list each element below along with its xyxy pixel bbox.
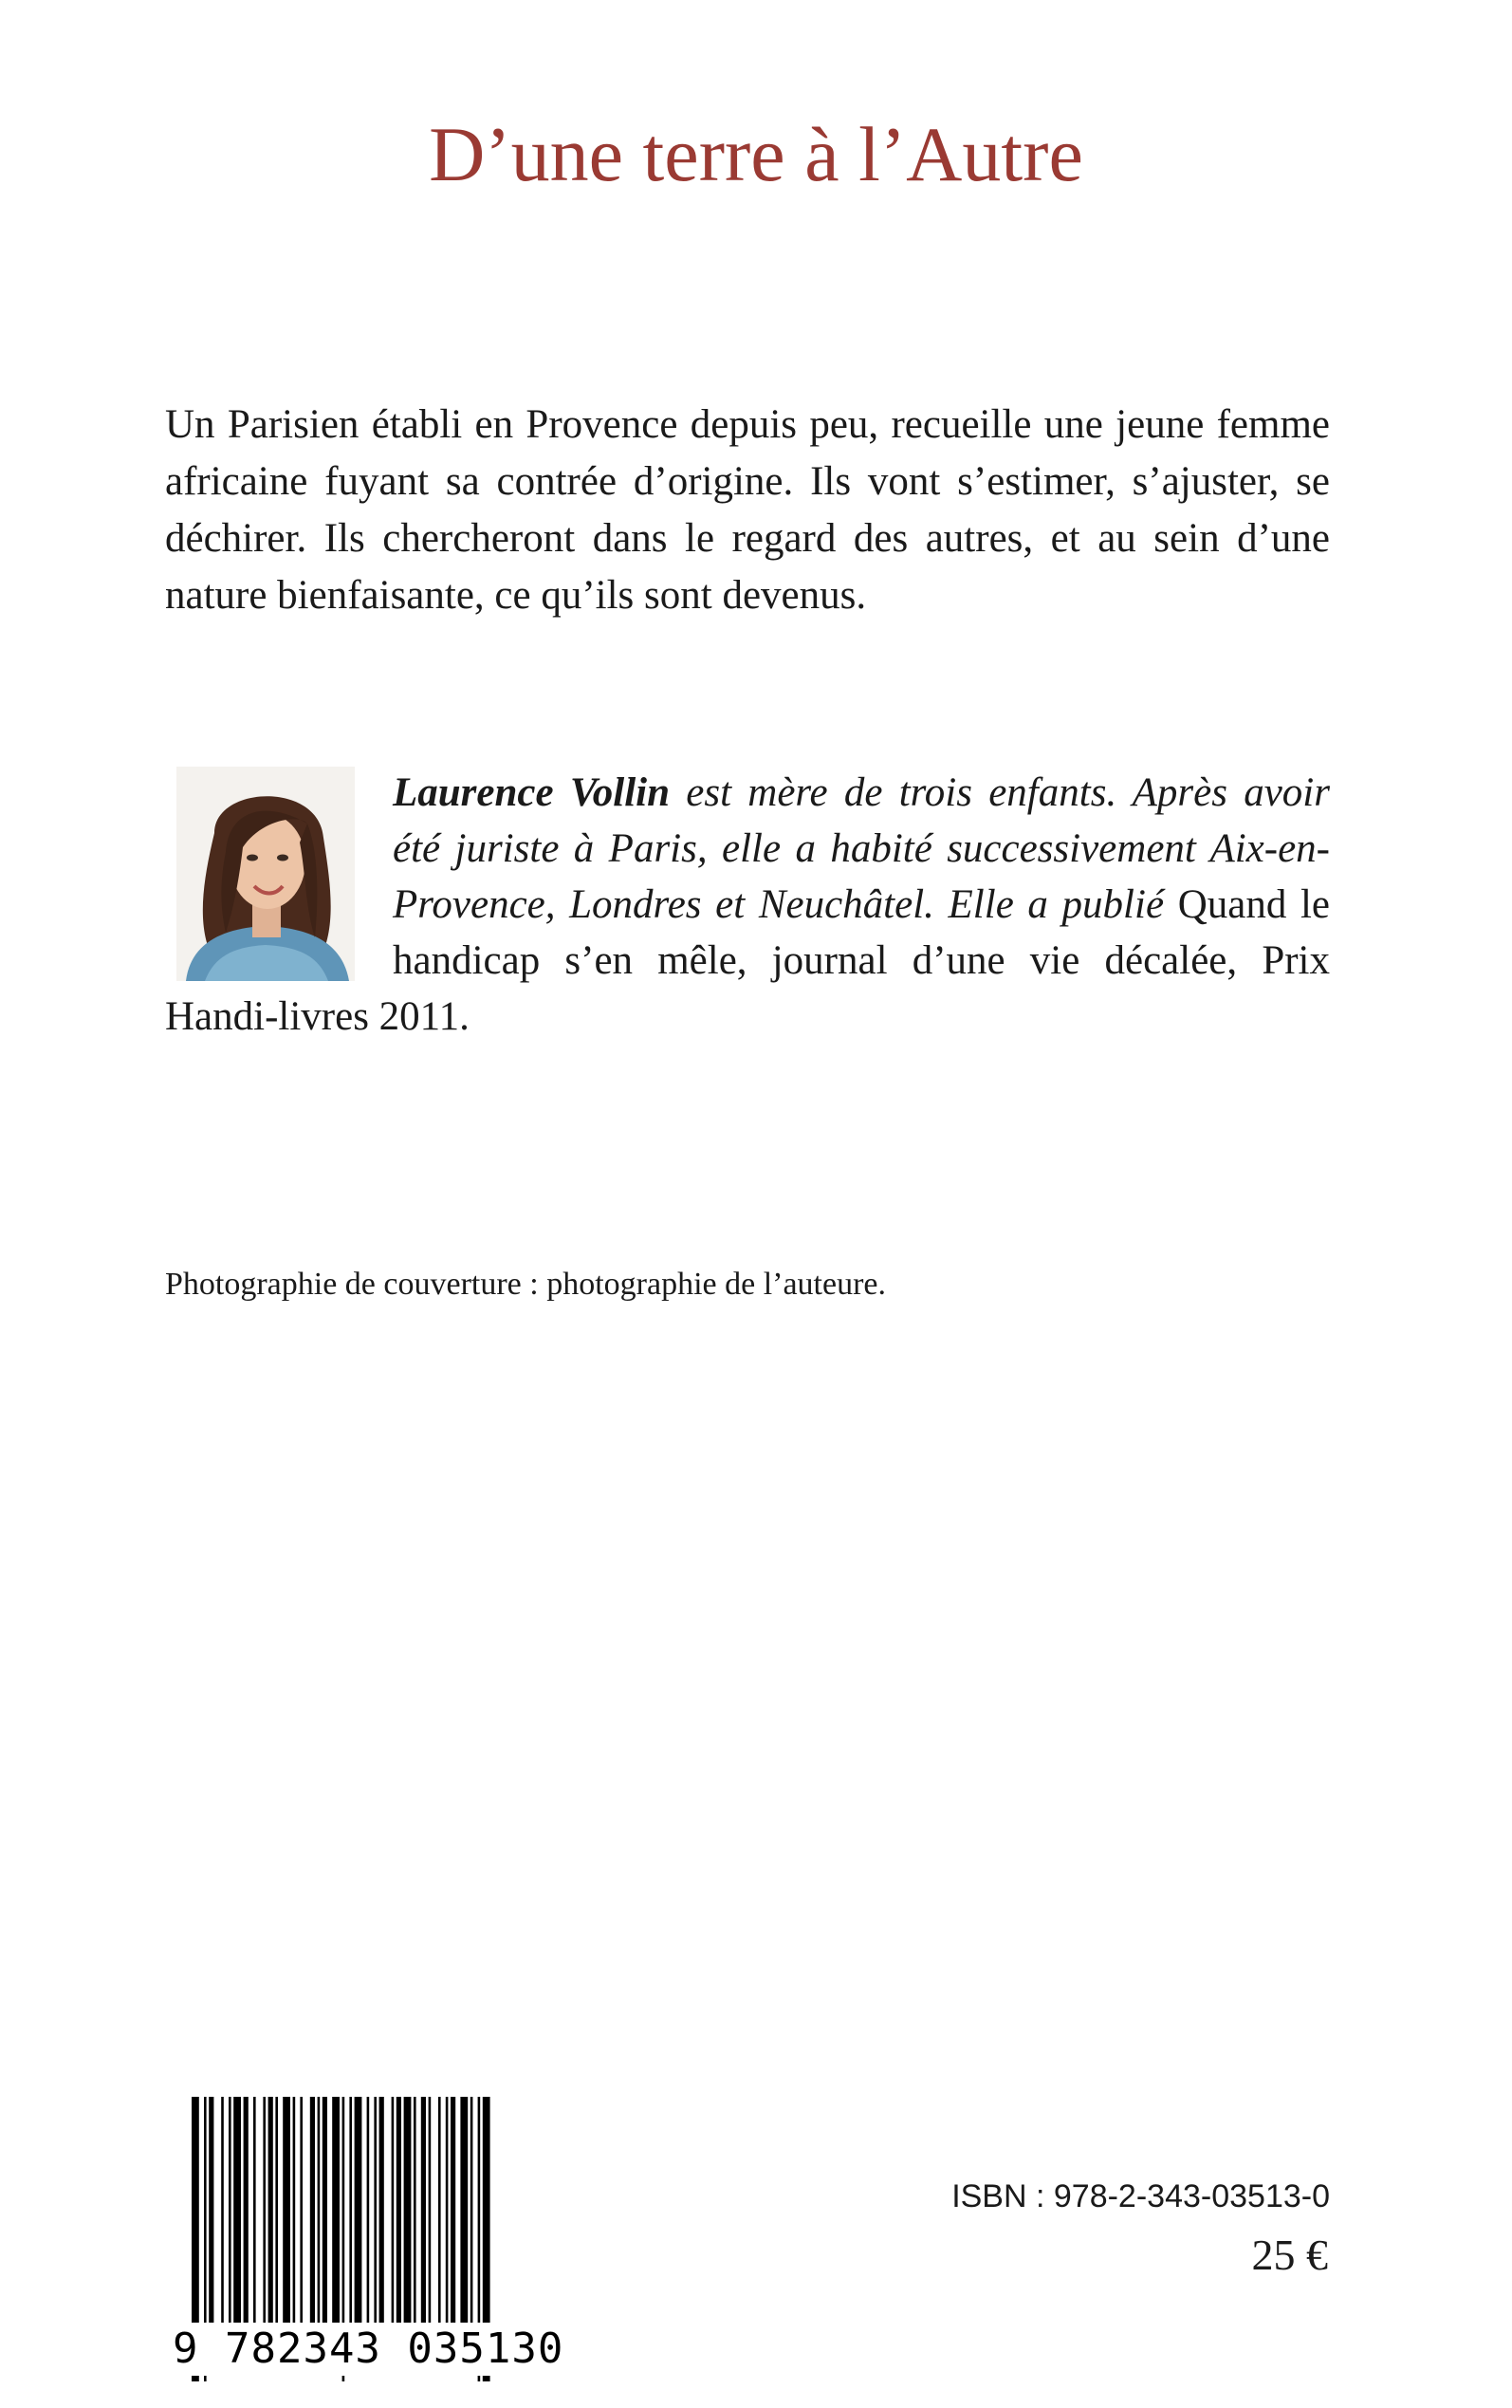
barcode-bar	[318, 2097, 321, 2323]
book-title: D’une terre à l’Autre	[429, 111, 1083, 197]
author-name: Laurence Vollin	[393, 770, 671, 815]
barcode-bar	[421, 2097, 426, 2323]
barcode-bar	[275, 2097, 278, 2323]
barcode-bar	[310, 2097, 315, 2323]
previous-book-title: Quand le handicap s’en mêle, journal d’une vie décalée	[393, 882, 1330, 983]
isbn: ISBN : 978-2-343-03513-0	[951, 2178, 1330, 2214]
barcode-bar	[349, 2097, 352, 2323]
barcode-bar	[268, 2097, 273, 2323]
barcode-bar	[263, 2097, 266, 2323]
barcode-bar	[253, 2097, 256, 2323]
barcode-bar	[367, 2097, 370, 2323]
barcode-bar	[446, 2097, 449, 2323]
book-blurb: Un Parisien établi en Provence depuis peu, recueille une jeune femme africaine fuyant sa contrée d’origine. Ils vont s’estimer, s’ajuster, se déchirer. Ils chercheront dans le regard des autres, et au sein d’une nature bienfaisante, ce qu’ils sont devenus.	[165, 402, 1330, 618]
author-award: , Prix Handi-livres 2011.	[165, 938, 1331, 1039]
barcode-bar	[470, 2097, 473, 2323]
barcode-digits: 9 782343 035130	[173, 2323, 590, 2376]
price: 25 €	[1251, 2231, 1328, 2279]
author-bio	[165, 765, 1330, 1045]
barcode-bar	[221, 2097, 224, 2323]
photo-spacer	[165, 765, 393, 983]
barcode-bar	[209, 2097, 213, 2323]
barcode-bar	[332, 2097, 340, 2323]
barcode-bar	[300, 2097, 303, 2323]
barcode-bar	[438, 2097, 441, 2323]
barcode-bar	[323, 2097, 327, 2323]
barcode-bar	[229, 2097, 231, 2323]
barcode-bar	[233, 2097, 241, 2323]
barcode-bar	[244, 2097, 249, 2323]
barcode-bar	[374, 2097, 377, 2323]
barcode-bar	[293, 2097, 296, 2323]
barcode-bar	[460, 2097, 468, 2323]
barcode-bar	[392, 2097, 395, 2323]
barcode-bar	[451, 2097, 455, 2323]
barcode-bar	[283, 2097, 290, 2323]
barcode-bar	[396, 2097, 401, 2323]
author-bio-text: est mère de trois enfants. Après avoir été juriste à Paris, elle a habité successivement Aix-en-Provence, Londres et Neuchâtel. Elle a publié	[393, 770, 1330, 927]
photo-credit: Photographie de couverture : photographie de l’auteure.	[165, 1267, 887, 1302]
barcode-bar	[414, 2097, 416, 2323]
barcode-bar	[355, 2097, 362, 2323]
barcode-bar	[404, 2097, 412, 2323]
barcode-bar	[379, 2097, 384, 2323]
barcode-bar	[429, 2097, 432, 2323]
